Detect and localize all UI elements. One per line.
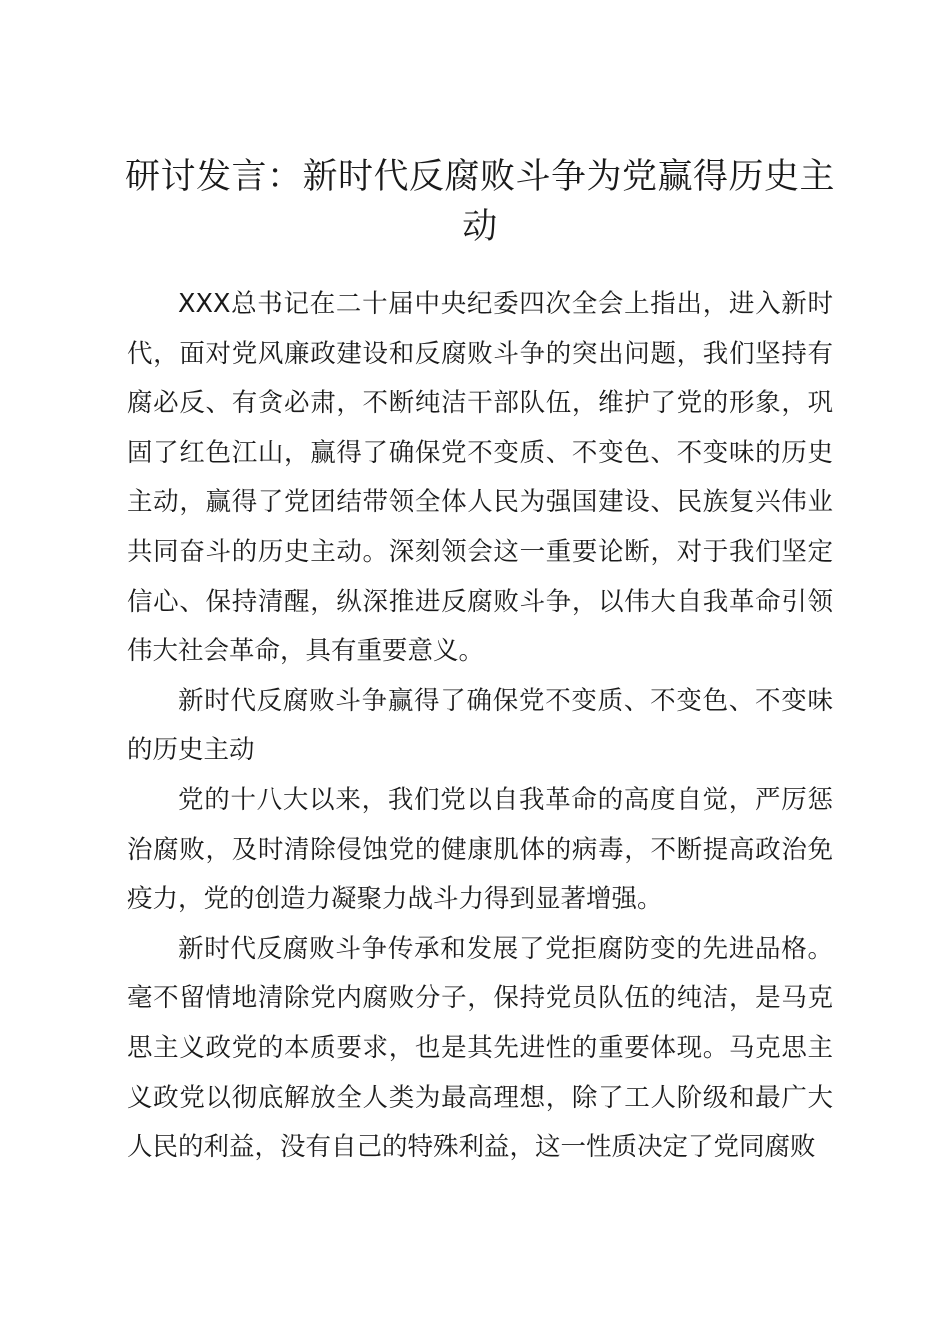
document-body [127,280,833,1173]
paragraph-intro: XXX总书记在二十届中央纪委四次全会上指出，进入新时代，面对党风廉政建设和反腐败斗争的突出问题，我们坚持有腐必反、有贪必肃，不断纯洁干部队伍，维护了党的形象，巩固了红色江山，赢得了确保党不变质、不变色、不变味的历史主动，赢得了党团结带领全体人民为强国建设、民族复兴伟业共同奋斗的历史主动。深刻领会这一重要论断，对于我们坚定信心、保持清醒，纵深推进反腐败斗争，以伟大自我革命引领伟大社会革命，具有重要意义。 [127,289,833,667]
paragraph-heading: 新时代反腐败斗争赢得了确保党不变质、不变色、不变味的历史主动 [127,685,833,766]
paragraph-3: 新时代反腐败斗争传承和发展了党拒腐防变的先进品格。毫不留情地清除党内腐败分子，保持党员队伍的纯洁，是马克思主义政党的本质要求，也是其先进性的重要体现。马克思主义政党以彻底解放全人类为最高理想，除了工人阶级和最广大人民的利益，没有自己的特殊利益，这一性质决定了党同腐败 [127,933,833,1163]
paragraph-2: 党的十八大以来，我们党以自我革命的高度自觉，严厉惩治腐败，及时清除侵蚀党的健康肌体的病毒，不断提高政治免疫力，党的创造力凝聚力战斗力得到显著增强。 [127,784,833,915]
document-title: 研讨发言：新时代反腐败斗争为党赢得历史主动 [124,157,835,247]
